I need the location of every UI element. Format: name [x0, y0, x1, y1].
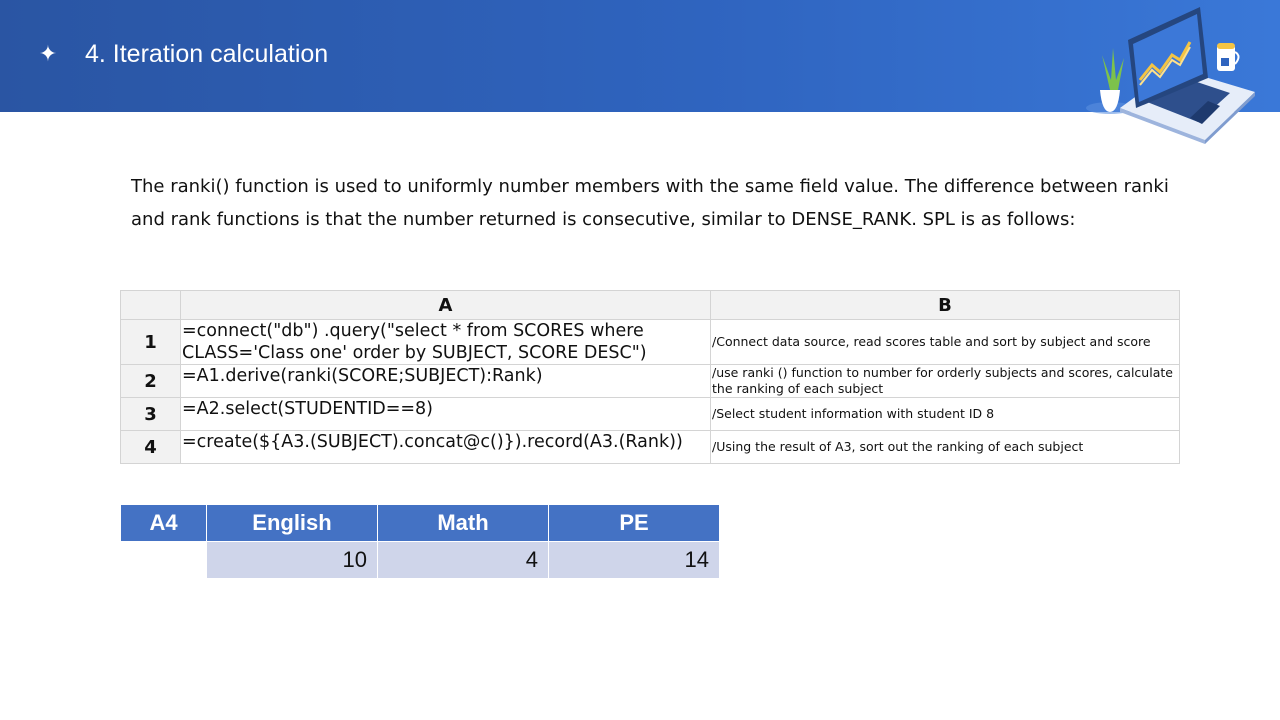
result-label-cell: A4: [121, 505, 207, 542]
spl-code-grid: [120, 290, 1180, 464]
row-number[interactable]: 4: [121, 431, 181, 464]
code-cell-a3[interactable]: =A2.select(STUDENTID==8): [181, 398, 711, 431]
slide-title: 4. Iteration calculation: [85, 40, 329, 68]
result-value-row: [121, 542, 720, 579]
table-row: [121, 320, 1180, 365]
column-header-a[interactable]: A: [181, 291, 711, 320]
result-value-cell: 10: [207, 542, 378, 579]
result-value-cell: 14: [549, 542, 720, 579]
laptop-chart-illustration-icon: [1080, 0, 1280, 145]
table-row: [121, 365, 1180, 398]
intro-line-2: and rank functions is that the number returned is consecutive, similar to DENSE_RANK. SPL is as follows:: [131, 209, 1076, 230]
intro-paragraph: [131, 170, 1171, 236]
row-number[interactable]: 3: [121, 398, 181, 431]
result-header-cell: English: [207, 505, 378, 542]
row-number[interactable]: 1: [121, 320, 181, 365]
grid-header-row: [121, 291, 1180, 320]
intro-line-1: The ranki() function is used to uniformly number members with the same field value. The difference between ranki: [131, 176, 1169, 197]
note-cell-b1[interactable]: /Connect data source, read scores table and sort by subject and score: [711, 320, 1180, 365]
note-cell-b2[interactable]: /use ranki () function to number for orderly subjects and scores, calculate the ranking of each subject: [711, 365, 1180, 398]
code-cell-a4[interactable]: =create(${A3.(SUBJECT).concat@c()}).record(A3.(Rank)): [181, 431, 711, 464]
result-header-cell: PE: [549, 505, 720, 542]
column-header-b[interactable]: B: [711, 291, 1180, 320]
title-banner: [0, 0, 1280, 112]
corner-header-cell: [121, 291, 181, 320]
note-cell-b4[interactable]: /Using the result of A3, sort out the ranking of each subject: [711, 431, 1180, 464]
row-number[interactable]: 2: [121, 365, 181, 398]
a4-result-table: [120, 504, 720, 579]
result-header-row: [121, 505, 720, 542]
result-value-cell: 4: [378, 542, 549, 579]
blank-cell: [121, 542, 207, 579]
table-row: [121, 431, 1180, 464]
result-header-cell: Math: [378, 505, 549, 542]
table-row: [121, 398, 1180, 431]
note-cell-b3[interactable]: /Select student information with student ID 8: [711, 398, 1180, 431]
code-cell-a2[interactable]: =A1.derive(ranki(SCORE;SUBJECT):Rank): [181, 365, 711, 398]
sparkle-icon: ✦: [38, 42, 58, 67]
code-cell-a1[interactable]: =connect("db") .query("select * from SCORES where CLASS='Class one' order by SUBJECT, SCORE DESC"): [181, 320, 711, 365]
